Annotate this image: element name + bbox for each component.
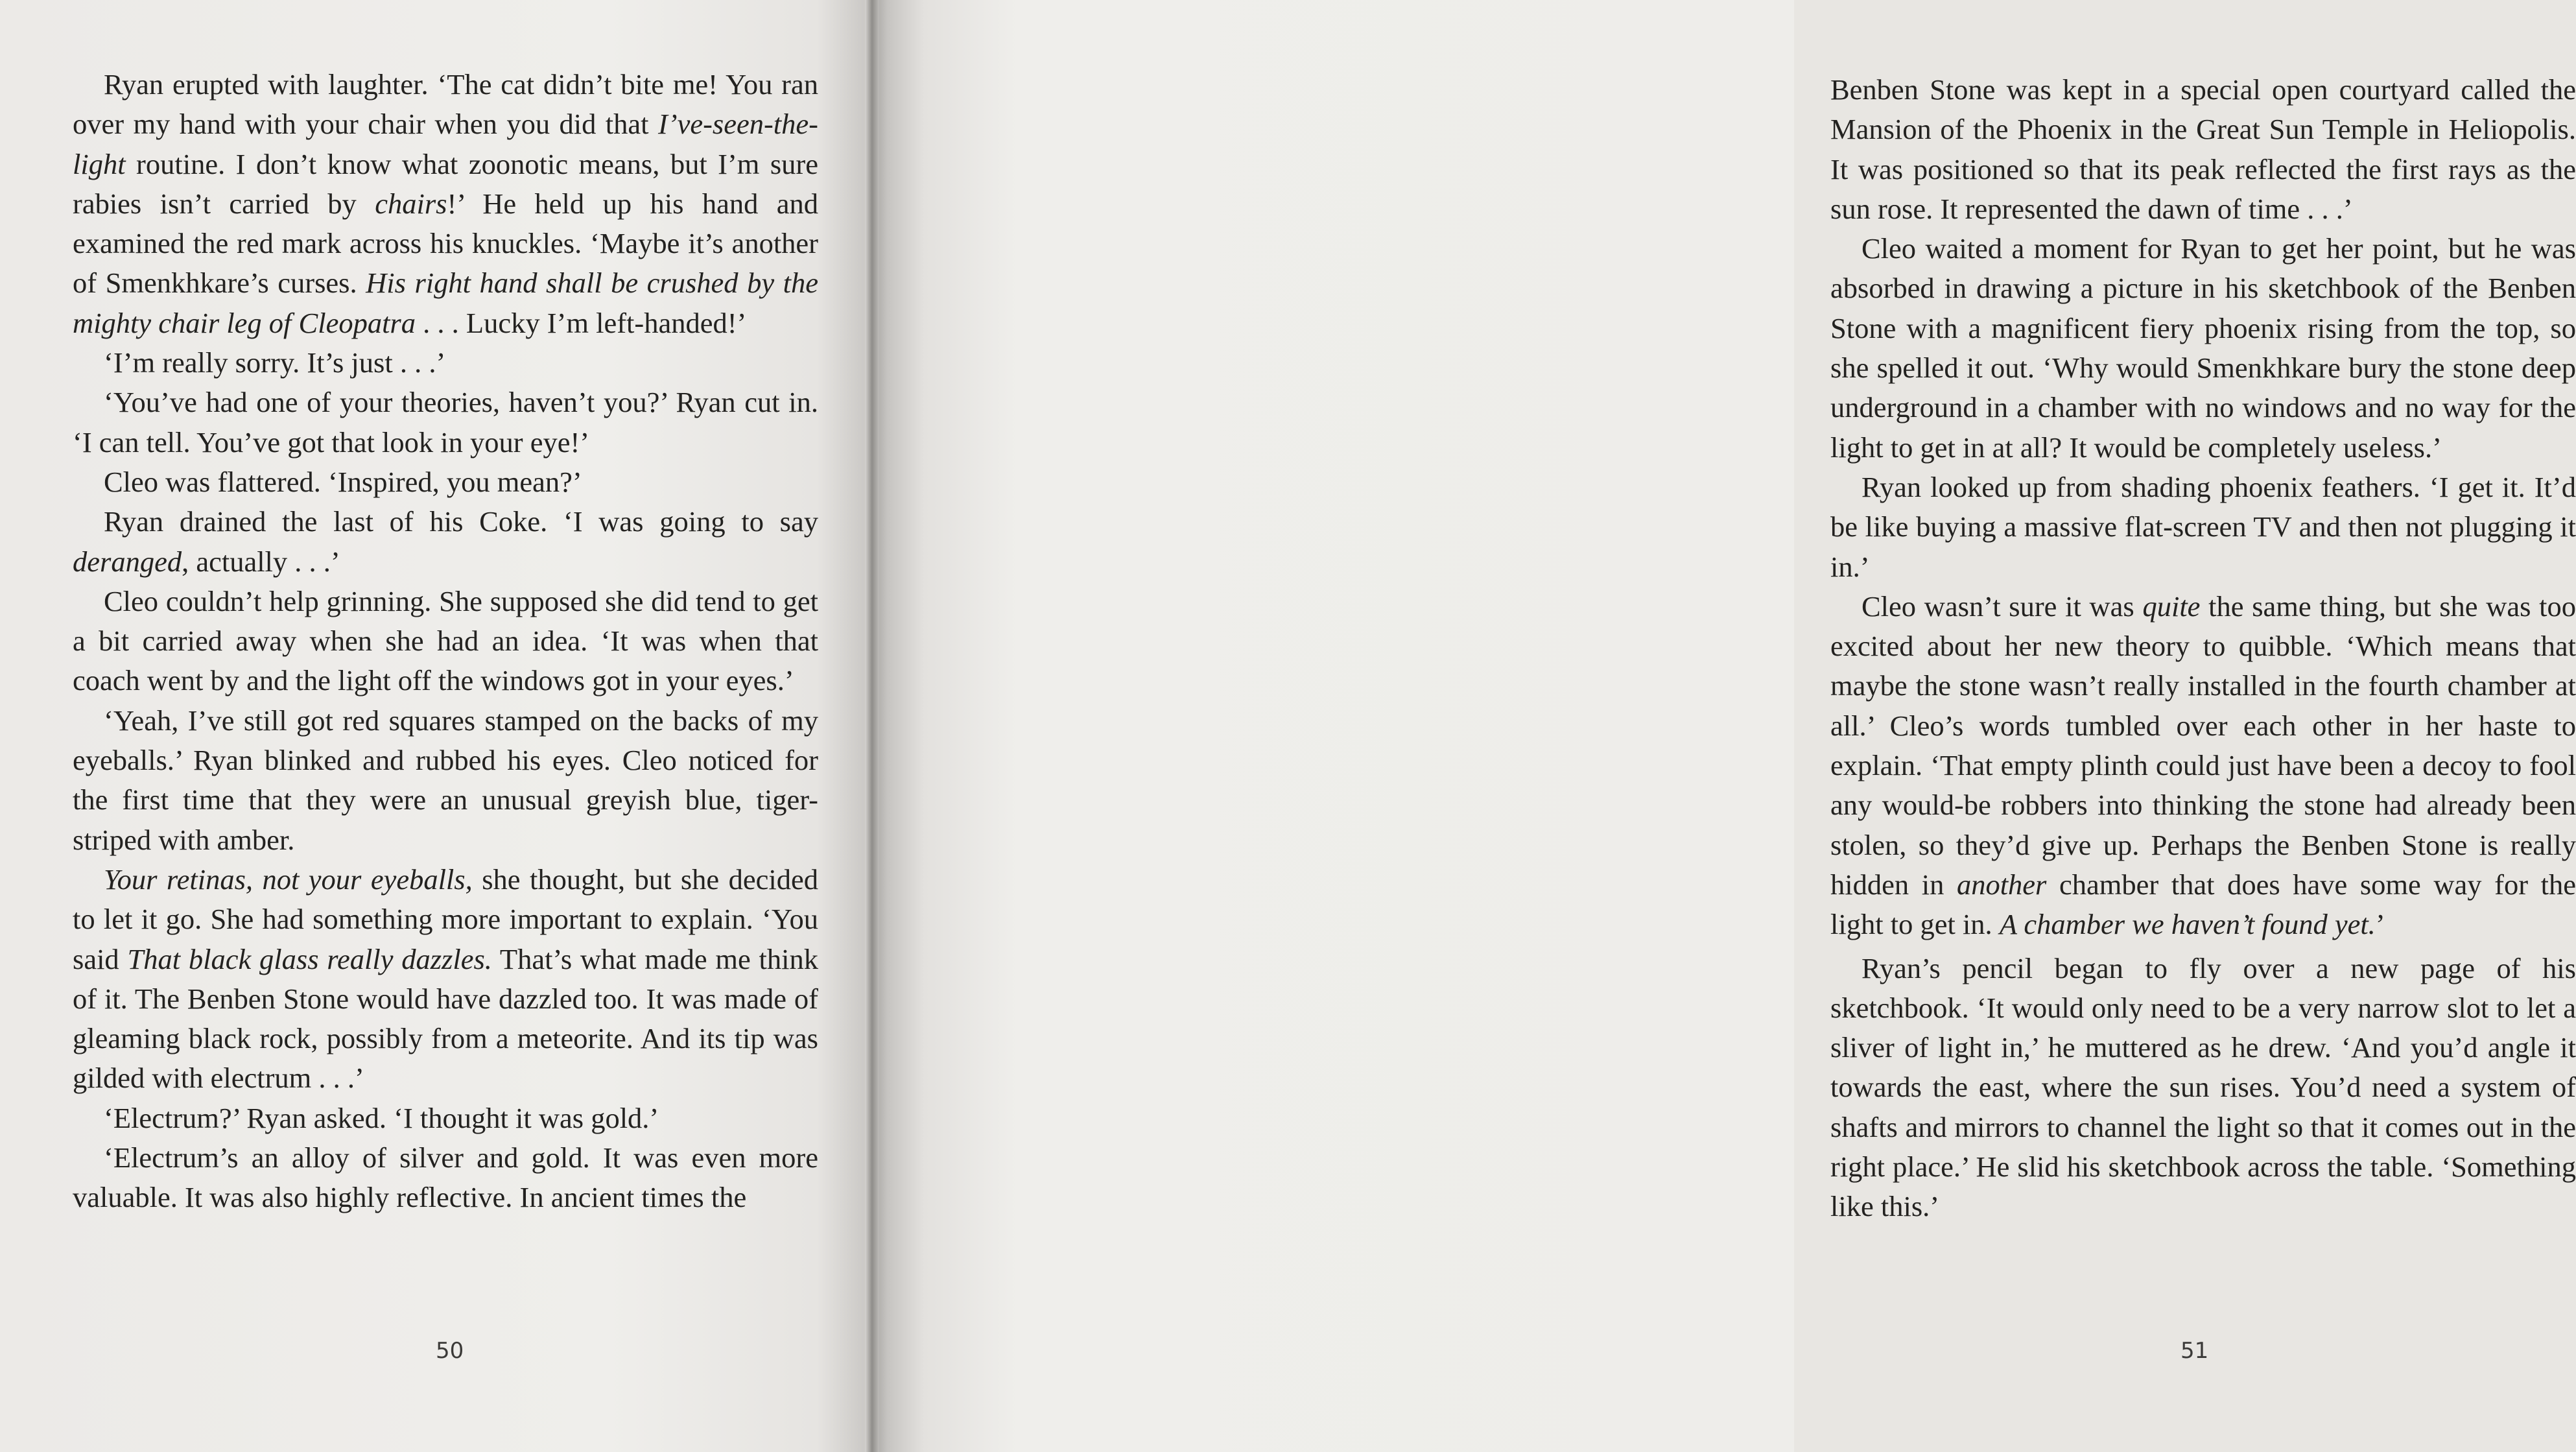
text-run: she thought, but she decided to let it go. She had something more important to explain. ‘You said <box>73 863 818 975</box>
text-run: . . . Lucky I’m left-handed!’ <box>416 306 747 339</box>
page-number-right: 51 <box>2180 1338 2209 1364</box>
left-page-text <box>73 65 818 1218</box>
text-run: the same thing, but she was too excited about her new theory to quibble. ‘Which means that maybe the stone wasn’t really installed in the fourth chamber at all.’ Cleo’s words tumbled over each other in her haste to explain. ‘That empty plinth could just have been a decoy to fool any would-be robbers into thinking the stone had already been stolen, so they’d give up. Perhaps the Benben Stone is really hidden in <box>1830 589 2576 901</box>
paragraph <box>73 65 818 343</box>
italic-text: I’ve-seen-the-light <box>73 108 818 180</box>
text-run: That’s what made me think of it. The Benben Stone would have dazzled too. It was made of gleaming black rock, possibly from a meteorite. And its tip was gilded with electrum . . .’ <box>73 942 818 1095</box>
italic-text: Your retinas, not your eyeballs, <box>104 863 473 896</box>
text-run: ’ <box>2375 908 2385 941</box>
paragraph <box>1830 468 2576 587</box>
page-number-left: 50 <box>436 1338 464 1364</box>
text-run: Benben Stone was kept in a special open courtyard called the Mansion of the Phoenix in the Great Sun Temple in Heliopolis. It was positioned so that its peak reflected the first rays as the sun rose. It represented the dawn of time . . .’ <box>1830 73 2576 225</box>
text-run: Cleo was flattered. ‘Inspired, you mean?’ <box>104 465 582 498</box>
italic-text: quite <box>2142 589 2201 623</box>
text-run: Ryan erupted with laughter. ‘The cat didn’t bite me! You ran over my hand with your chair when you did that <box>73 68 818 141</box>
paragraph <box>73 1099 818 1138</box>
text-run: Cleo waited a moment for Ryan to get her point, but he was absorbed in drawing a picture in his sketchbook of the Benben Stone with a magnificent fiery phoenix rising from the top, so she spelled it out. ‘Why would Smenkhkare bury the stone deep underground in a chamber with no windows and no way for the light to get in at all? It would be completely useless.’ <box>1830 232 2576 464</box>
left-page <box>0 0 869 1452</box>
text-run: Cleo wasn’t sure it was <box>1861 589 2143 623</box>
text-run: Ryan drained the last of his Coke. ‘I was going to say <box>104 505 818 538</box>
paragraph <box>73 701 818 860</box>
text-run: Ryan’s pencil began to fly over a new page of his sketchbook. ‘It would only need to be a very narrow slot to let a sliver of light in,’ he muttered as he drew. ‘And you’d angle it towards the east, where the sun rises. You’d need a system of shafts and mirrors to channel the light so that it comes out in the right place.’ He slid his sketchbook across the table. ‘Something like this.’ <box>1830 951 2576 1223</box>
text-run: ‘Yeah, I’ve still got red squares stamped on the backs of my eyeballs.’ Ryan blinked and rubbed his eyes. Cleo noticed for the first time that they were an unusual greyish blue, tiger-striped with amber. <box>73 704 818 856</box>
italic-text: That black glass really dazzles. <box>127 942 492 975</box>
text-run: ‘I’m really sorry. It’s just . . .’ <box>104 346 446 379</box>
text-run: chamber that does have some way for the light to get in. <box>1830 868 2576 941</box>
text-run: ‘You’ve had one of your theories, haven’t you?’ Ryan cut in. ‘I can tell. You’ve got that look in your eye!’ <box>73 386 818 458</box>
paragraph <box>73 502 818 582</box>
text-run: ‘Electrum?’ Ryan asked. ‘I thought it was gold.’ <box>104 1101 659 1134</box>
paragraph <box>73 1138 818 1218</box>
text-run: , actually . . .’ <box>182 545 340 578</box>
book-gutter <box>865 0 879 1452</box>
paragraph <box>1830 70 2576 229</box>
italic-text: chairs <box>375 187 447 220</box>
text-run: Cleo couldn’t help grinning. She supposed she did tend to get a bit carried away when she had an idea. ‘It was when that coach went by and the light off the windows got in your eyes.’ <box>73 584 818 697</box>
paragraph <box>1830 949 2576 1227</box>
text-run: Ryan looked up from shading phoenix feathers. ‘I get it. It’d be like buying a massive flat-screen TV and then not plugging it in.’ <box>1830 470 2576 583</box>
text-run: ‘Electrum’s an alloy of silver and gold. It was even more valuable. It was also highly reflective. In ancient times the <box>73 1141 818 1214</box>
text-run: routine. I don’t know what zoonotic means, but I’m sure rabies isn’t carried by <box>73 147 818 220</box>
italic-text: His right hand shall be crushed by the mighty chair leg of Cleopatra <box>73 267 818 339</box>
italic-text: another <box>1956 868 2047 901</box>
paragraph <box>73 383 818 462</box>
paragraph <box>1830 587 2576 945</box>
italic-text: A chamber we haven’t found yet. <box>1999 908 2376 941</box>
paragraph <box>73 343 818 383</box>
paragraph <box>73 860 818 1099</box>
right-page-text <box>1830 70 2576 1227</box>
paragraph <box>1830 229 2576 468</box>
right-page <box>869 0 2576 1452</box>
text-run: !’ He held up his hand and examined the red mark across his knuckles. ‘Maybe it’s another of Smenkhkare’s curses. <box>73 187 818 300</box>
paragraph <box>73 582 818 701</box>
italic-text: deranged <box>73 545 182 578</box>
paragraph <box>73 462 818 502</box>
